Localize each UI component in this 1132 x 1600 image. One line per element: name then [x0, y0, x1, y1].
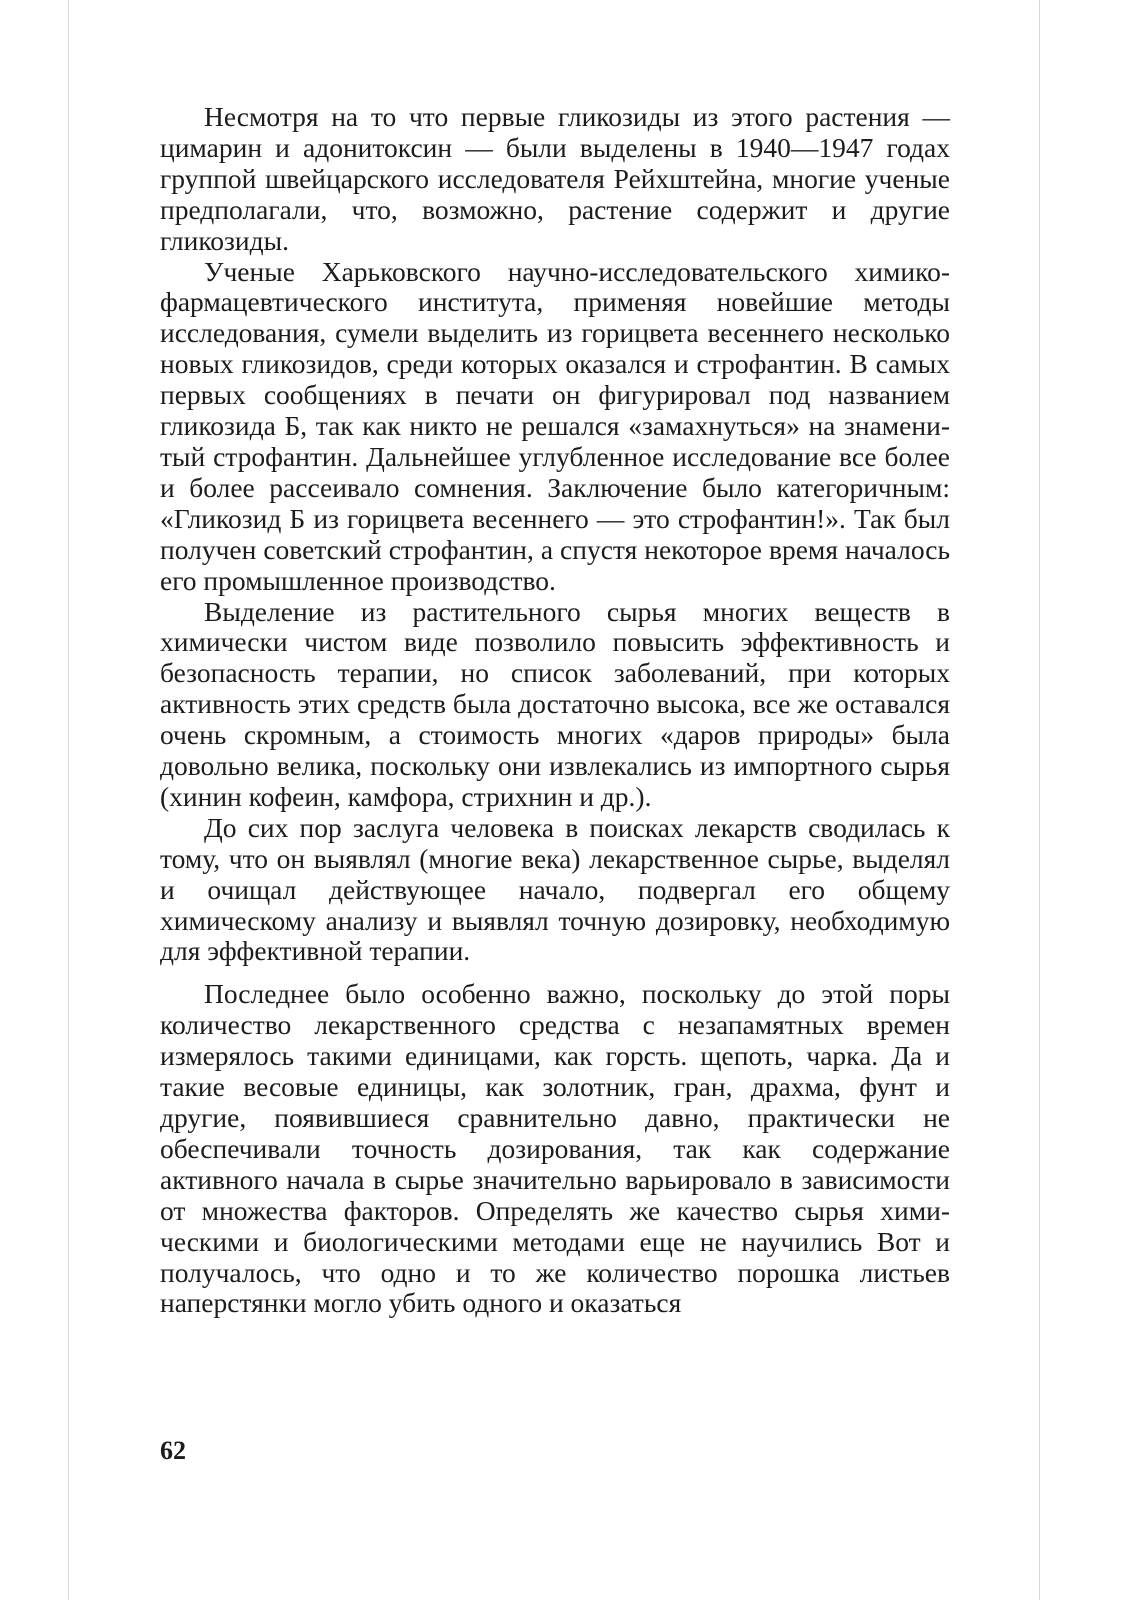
paragraph-1: Несмотря на то что первые гликозиды из этого растения — цимарин и адонитоксин — были выделены в 1940—1947 годах группой швейцарского исследователя Рейхштейна, многие ученые предполагали, что, возможно, растение содержит и другие гликозиды. [160, 101, 950, 256]
page-number: 62 [160, 1436, 186, 1465]
paragraph-2: Ученые Харьковского научно-исследовательского химико-фармацевтического института, применяя новейшие методы исследования, сумели выделить из горицвета весеннего несколько новых гликозидов, среди которых оказался и строфантин. В самых первых сообщениях в печати он фигурировал под названием гликозида Б, так как никто не решался «замахнуться» на знаменитый строфантин. Дальнейшее углубленное исследование все более и более рассеивало сомнения. Заключение было категоричным: «Гликозид Б из горицвета весеннего — это строфантин!». Так был получен советский строфантин, а спустя некоторое время началось его промышленное производство. [160, 255, 950, 596]
paragraph-3: Выделение из растительного сырья многих веществ в химически чистом виде позволило повысить эффективность и безопасность терапии, но список заболеваний, при которых активность этих средств была достаточно высока, все же оставался очень скромным, а стоимость многих «даров природы» была довольно велика, поскольку они извлекались из импортного сырья (хинин кофеин, камфора, стрихнин и др.). [160, 595, 950, 812]
paragraph-5: Последнее было особенно важно, поскольку до этой поры количество лекарственного средства с незапамятных времен измерялось такими единицами, как горсть. щепоть, чарка. Да и такие весовые единицы, как золотник, гран, драхма, фунт и другие, появившиеся сравнительно давно, практически не обеспечивали точность дозирования, так как содержание активного начала в сырье значительно варьировало в зависимости от множества факторов. Определять же качество сырья химическими и биологическими методами еще не научились Вот и получалось, что одно и то же количество порошка листьев наперстянки могло убить одного и оказаться [160, 978, 950, 1319]
page-body-text [160, 102, 950, 1319]
paragraph-4: До сих пор заслуга человека в поисках лекарств сводилась к тому, что он выявлял (многие века) лекарственное сырье, выделял и очищал действующее начало, подвергал его общему химическому анализу и выявлял точную дозировку, необходимую для эффективной терапии. [160, 811, 950, 967]
